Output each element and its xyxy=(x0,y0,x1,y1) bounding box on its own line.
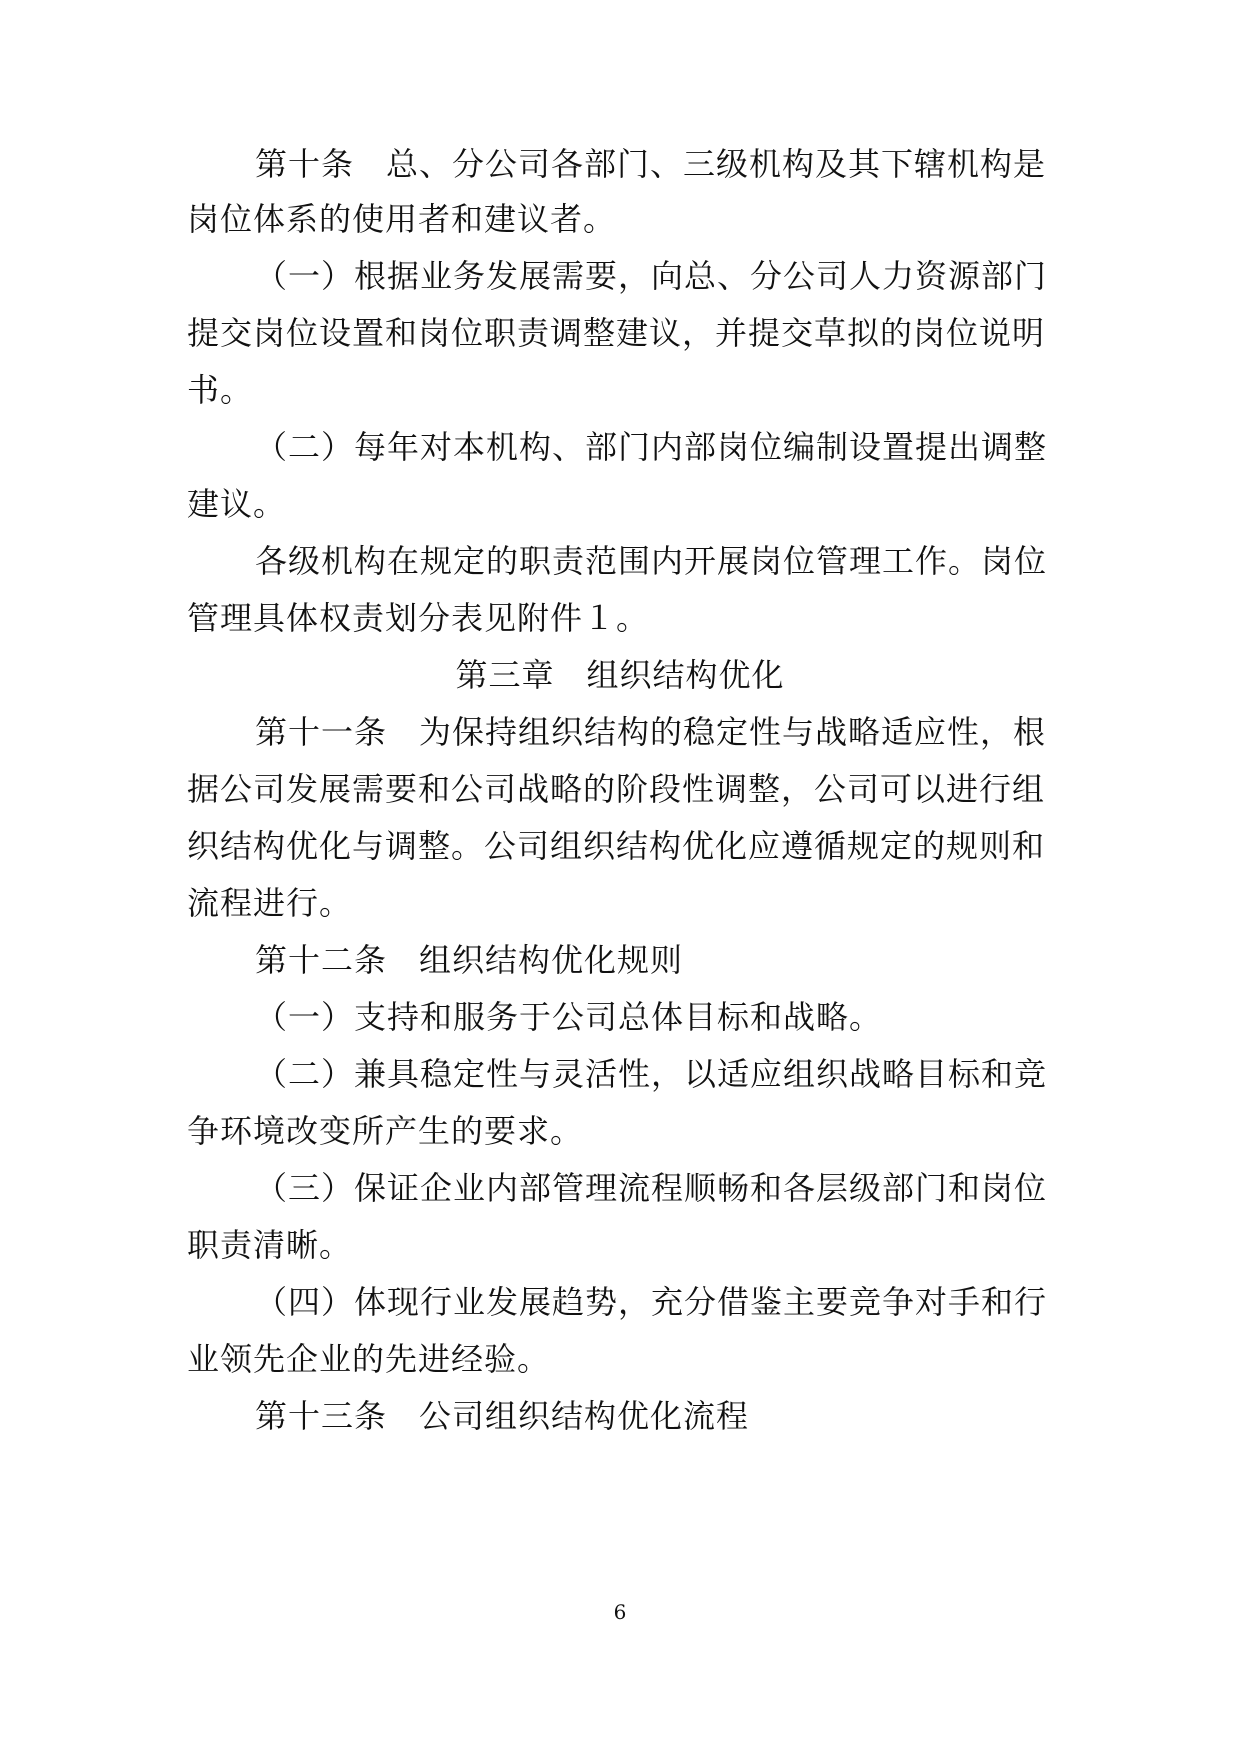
article-label: 第十一条 xyxy=(255,713,388,751)
text-line: 岗位体系的使用者和建议者。 xyxy=(187,200,617,238)
text-line: （二）每年对本机构、部门内部岗位编制设置提出调整 xyxy=(255,428,1048,466)
article-10-heading xyxy=(255,144,1046,184)
article-text: 为保持组织结构的稳定性与战略适应性，根 xyxy=(419,713,1047,751)
text-line: 职责清晰。 xyxy=(187,1226,353,1264)
text-line: 管理具体权责划分表见附件１。 xyxy=(187,599,650,637)
article-text: 公司组织结构优化流程 xyxy=(419,1397,750,1435)
text-line: 各级机构在规定的职责范围内开展岗位管理工作。岗位 xyxy=(255,542,1048,580)
article-label: 第十条 xyxy=(255,145,355,183)
article-label: 第十三条 xyxy=(255,1397,388,1435)
chapter-heading xyxy=(0,655,1240,695)
text-line: （一）支持和服务于公司总体目标和战略。 xyxy=(255,998,883,1036)
article-11-heading xyxy=(255,712,1046,752)
text-line: 争环境改变所产生的要求。 xyxy=(187,1112,584,1150)
text-line: （二）兼具稳定性与灵活性，以适应组织战略目标和竞 xyxy=(255,1055,1048,1093)
text-line: 织结构优化与调整。公司组织结构优化应遵循规定的规则和 xyxy=(187,827,1046,865)
text-line: 书。 xyxy=(187,371,254,409)
page-number: 6 xyxy=(613,1600,627,1624)
text-line: （四）体现行业发展趋势，充分借鉴主要竞争对手和行 xyxy=(255,1283,1048,1321)
text-line: 业领先企业的先进经验。 xyxy=(187,1340,551,1378)
article-13-heading xyxy=(255,1396,749,1436)
text-line: 据公司发展需要和公司战略的阶段性调整，公司可以进行组 xyxy=(187,770,1046,808)
text-line: （三）保证企业内部管理流程顺畅和各层级部门和岗位 xyxy=(255,1169,1048,1207)
text-line: 提交岗位设置和岗位职责调整建议，并提交草拟的岗位说明 xyxy=(187,314,1046,352)
article-text: 总、分公司各部门、三级机构及其下辖机构是 xyxy=(386,145,1047,183)
text-line: （一）根据业务发展需要，向总、分公司人力资源部门 xyxy=(255,257,1048,295)
text-line: 建议。 xyxy=(187,485,287,523)
article-12-heading xyxy=(255,940,683,980)
text-line: 流程进行。 xyxy=(187,884,353,922)
chapter-title: 组织结构优化 xyxy=(586,656,785,694)
article-label: 第十二条 xyxy=(255,941,388,979)
article-text: 组织结构优化规则 xyxy=(419,941,684,979)
chapter-label: 第三章 xyxy=(455,656,555,694)
